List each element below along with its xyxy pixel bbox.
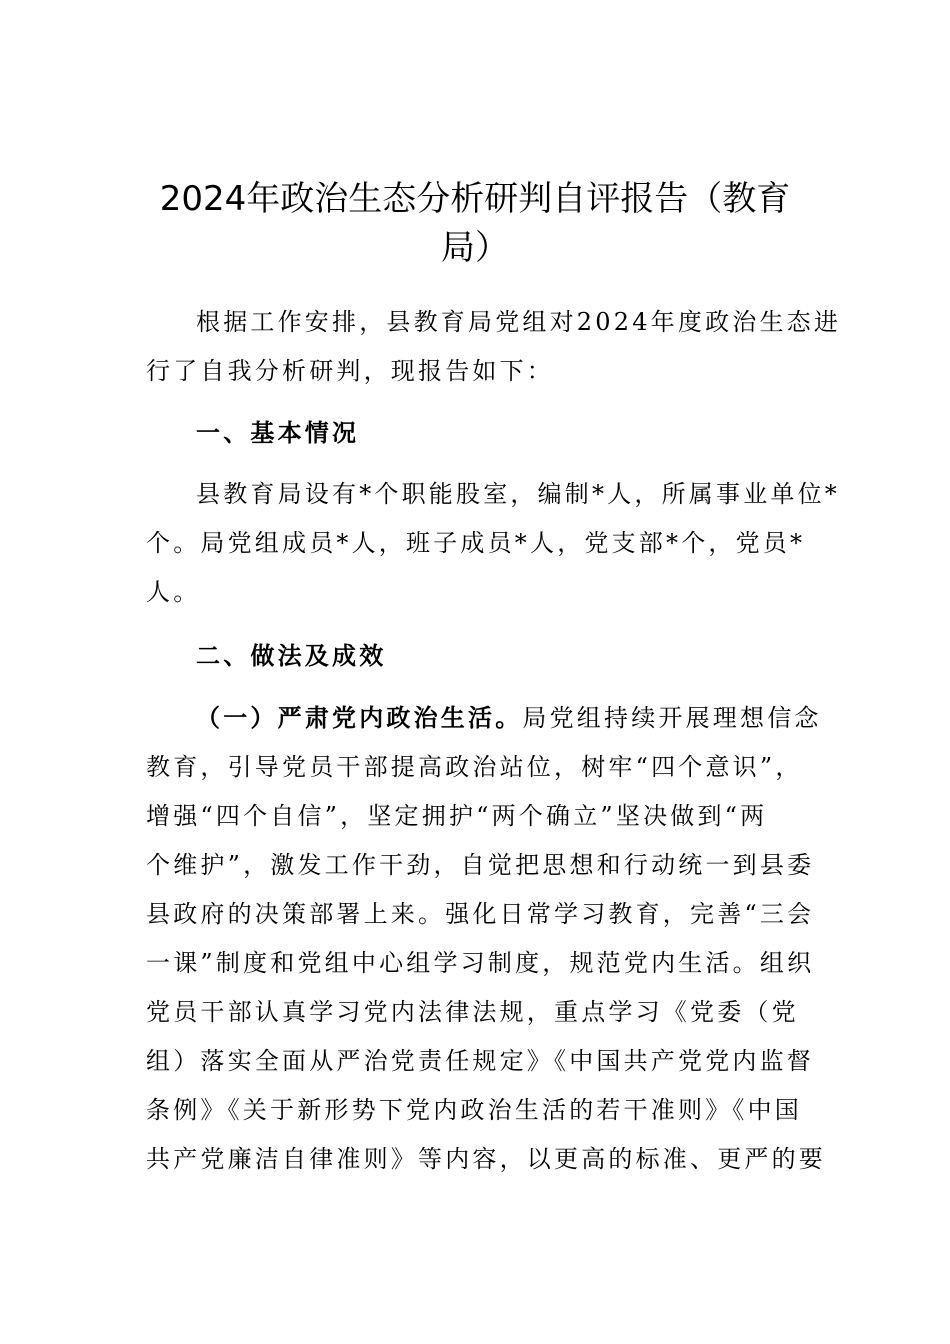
intro-line-1: 根据工作安排，县教育局党组对2024年度政治生态进 — [196, 308, 842, 336]
document-title-line-2: 局） — [441, 228, 509, 268]
subsection-1-line-10: 共产党廉洁自律准则》等内容，以更高的标准、更严的要 — [146, 1145, 826, 1173]
subsection-1-line-3: 增强“四个自信”，坚定拥护“两个确立”坚决做到“两 — [146, 802, 768, 830]
subsection-1-first-line — [196, 694, 822, 743]
section-1-line-3: 人。 — [146, 578, 201, 606]
subsection-1-line-6: 一课”制度和党组中心组学习制度，规范党内生活。组织 — [146, 949, 815, 977]
section-1-line-1: 县教育局设有*个职能股室，编制*人，所属事业单位* — [196, 480, 840, 508]
section-2-heading: 二、做法及成效 — [196, 642, 387, 670]
subsection-1-line-8: 组）落实全面从严治党责任规定》《中国共产党党内监督 — [146, 1047, 814, 1075]
section-1-line-2: 个。局党组成员*人，班子成员*人，党支部*个，党员* — [146, 529, 806, 557]
subsection-1-heading: （一）严肃党内政治生活。 — [196, 704, 523, 732]
subsection-1-line-9: 条例》《关于新形势下党内政治生活的若干准则》《中国 — [146, 1096, 802, 1124]
document-title-line-1: 2024年政治生态分析研判自评报告（教育 — [159, 179, 791, 219]
subsection-1-line-2: 教育，引导党员干部提高政治站位，树牢“四个意识”， — [146, 753, 803, 781]
section-1-heading: 一、基本情况 — [196, 419, 360, 447]
subsection-1-first-line-text: 局党组持续开展理想信念 — [522, 704, 822, 732]
subsection-1-line-7: 党员干部认真学习党内法律法规，重点学习《党委（党 — [146, 998, 799, 1026]
subsection-1-line-5: 县政府的决策部署上来。强化日常学习教育，完善“三会 — [146, 900, 815, 928]
intro-line-2: 行了自我分析研判，现报告如下： — [146, 357, 554, 385]
subsection-1-line-4: 个维护”，激发工作干劲，自觉把思想和行动统一到县委 — [146, 851, 815, 879]
